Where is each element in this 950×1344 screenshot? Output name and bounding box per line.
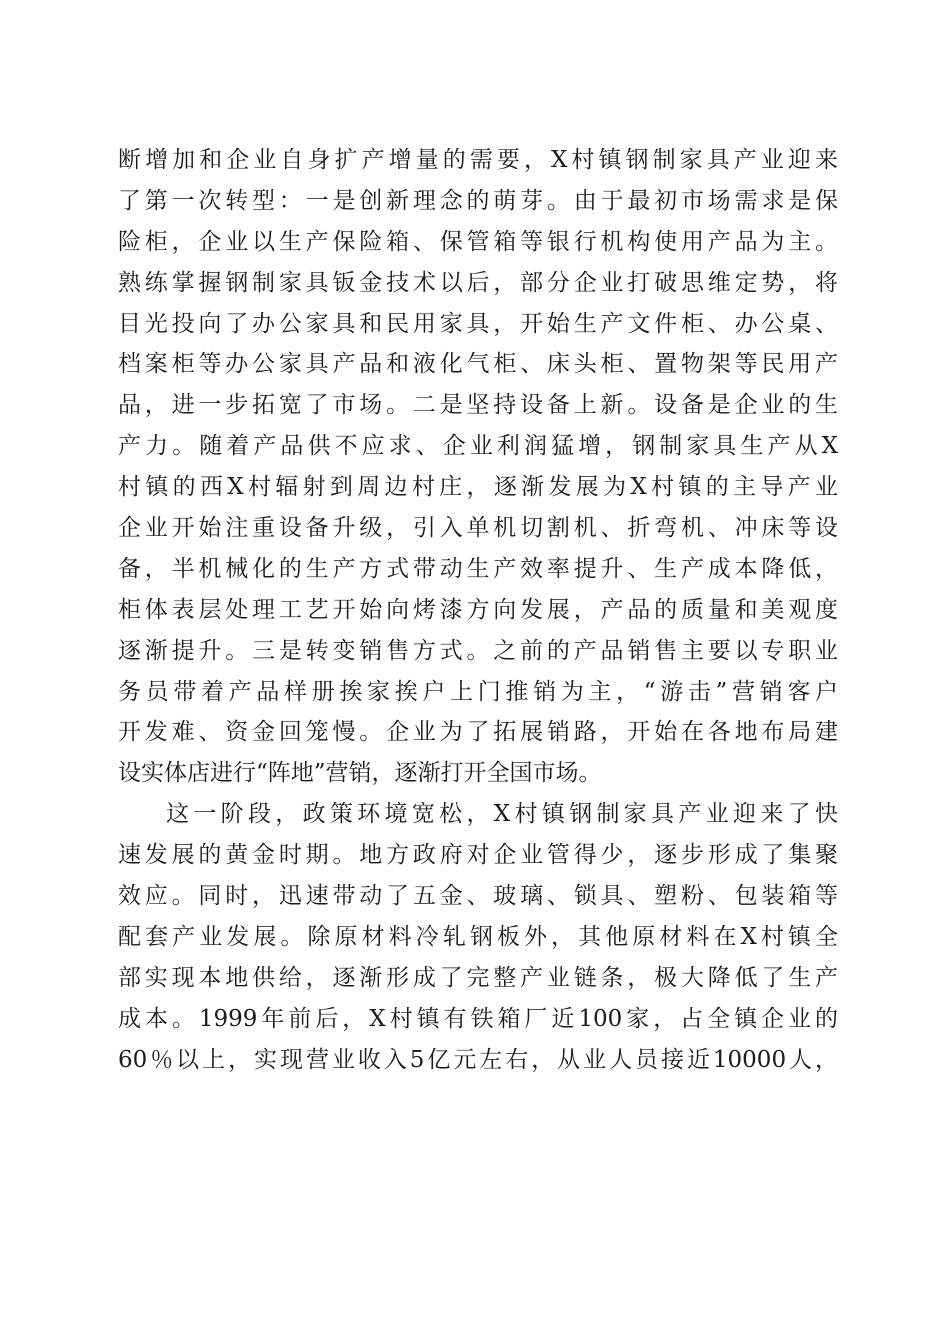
text-line: 效应。同时，迅速带动了五金、玻璃、锁具、塑粉、包装箱等	[118, 883, 838, 910]
text-line: 村镇的西X村辐射到周边村庄，逐渐发展为X村镇的主导产业	[118, 474, 838, 501]
body-text	[118, 140, 838, 1080]
text-line: 柜体表层处理工艺开始向烤漆方向发展，产品的质量和美观度	[118, 596, 838, 623]
paragraph-start-line: 这一阶段，政策环境宽松，X村镇钢制家具产业迎来了快	[166, 801, 838, 828]
text-line: 逐渐提升。三是转变销售方式。之前的产品销售主要以专职业	[118, 637, 838, 664]
text-line: 企业开始注重设备升级，引入单机切割机、折弯机、冲床等设	[118, 515, 838, 542]
text-line: 速发展的黄金时期。地方政府对企业管得少，逐步形成了集聚	[118, 842, 838, 869]
text-line: 档案柜等办公家具产品和液化气柜、床头柜、置物架等民用产	[118, 351, 838, 378]
text-line: 开发难、资金回笼慢。企业为了拓展销路，开始在各地布局建	[118, 719, 838, 746]
text-line: 了第一次转型：一是创新理念的萌芽。由于最初市场需求是保	[118, 187, 838, 214]
text-line: 配套产业发展。除原材料冷轧钢板外，其他原材料在X村镇全	[118, 923, 838, 950]
text-line: 断增加和企业自身扩产增量的需要，X村镇钢制家具产业迎来	[118, 147, 838, 173]
text-line: 目光投向了办公家具和民用家具，开始生产文件柜、办公桌、	[118, 310, 838, 337]
text-line: 备，半机械化的生产方式带动生产效率提升、生产成本降低，	[118, 555, 838, 582]
text-line: 部实现本地供给，逐渐形成了完整产业链条，极大降低了生产	[118, 964, 838, 991]
text-line: 险柜，企业以生产保险箱、保管箱等银行机构使用产品为主。	[118, 228, 838, 255]
text-line: 务员带着产品样册挨家挨户上门推销为主，“游击”营销客户	[118, 678, 838, 705]
text-line: 产力。随着产品供不应求、企业利润猛增，钢制家具生产从X	[118, 433, 838, 460]
text-line: 品，进一步拓宽了市场。二是坚持设备上新。设备是企业的生	[118, 392, 838, 419]
text-line: 熟练掌握钢制家具钣金技术以后，部分企业打破思维定势，将	[118, 269, 838, 296]
text-line: 60％以上，实现营业收入5亿元左右，从业人员接近10000人，	[118, 1046, 838, 1073]
text-line: 成本。1999年前后，X村镇有铁箱厂近100家，占全镇企业的	[118, 1005, 838, 1032]
paragraph-end-line: 设实体店进行“阵地”营销，逐渐打开全国市场。	[118, 760, 602, 787]
